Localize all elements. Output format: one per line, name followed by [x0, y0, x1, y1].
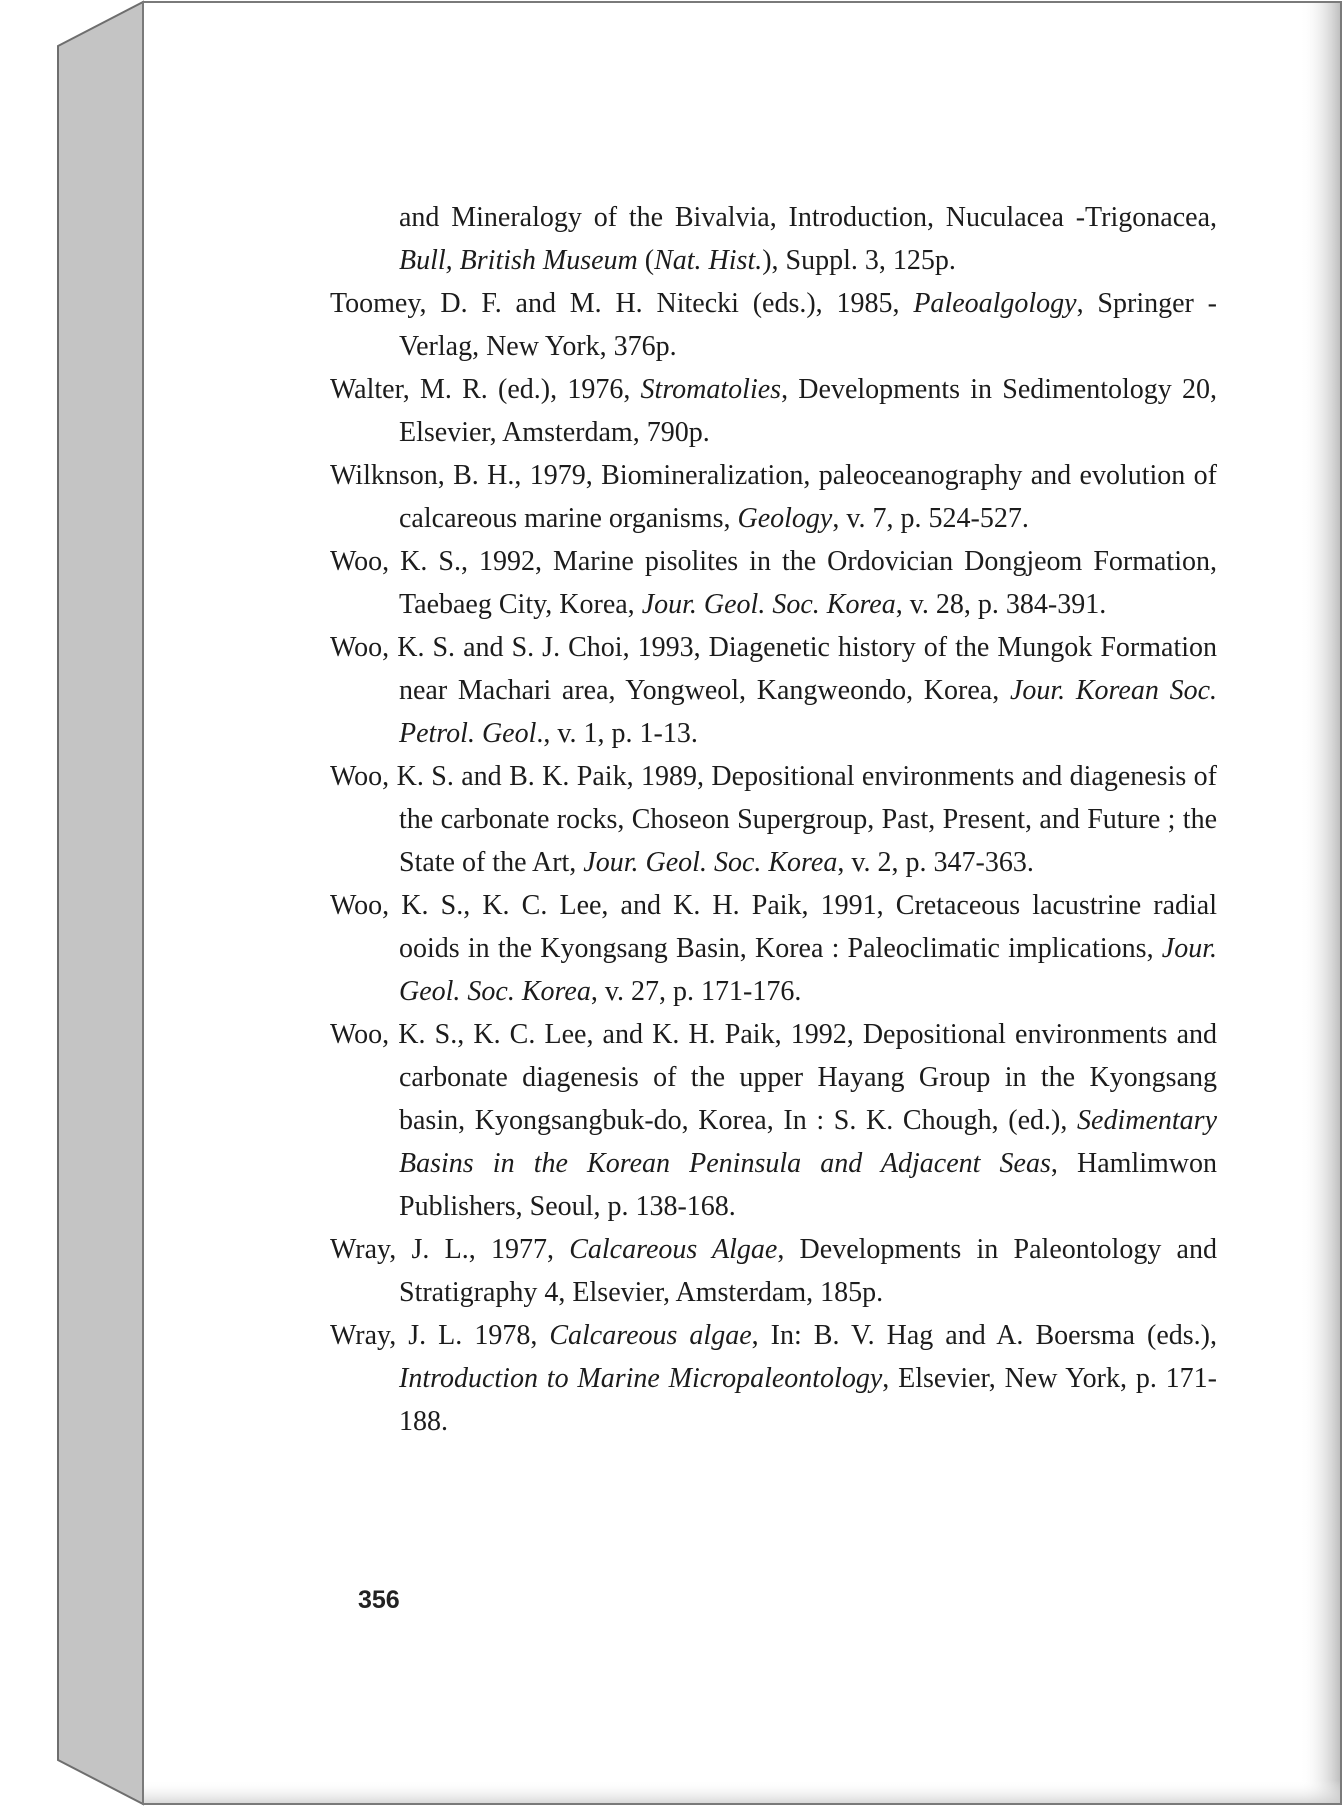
reference-text: , v. 7, p. 524-527.	[832, 503, 1029, 534]
reference-title-italic: Jour. Geol. Soc. Korea	[399, 933, 1217, 1007]
reference-title-italic: Calcareous Algae	[569, 1234, 778, 1265]
reference-text: Wray, J. L., 1977,	[330, 1234, 570, 1265]
reference-title-italic: Bull, British Museum	[399, 245, 638, 276]
page-right-shadow	[1300, 3, 1340, 1803]
reference-text: , Developments in Paleontology and Stratigraphy 4, Elsevier, Amsterdam, 185p.	[399, 1234, 1217, 1308]
reference-text: , Hamlimwon Publishers, Seoul, p. 138-168.	[399, 1148, 1217, 1222]
reference-text: , Elsevier, New York, p. 171-188.	[399, 1363, 1217, 1437]
reference-title-italic: Jour. Geol. Soc. Korea	[641, 589, 896, 620]
reference-title-italic: Calcareous algae	[549, 1320, 752, 1351]
page-number: 356	[358, 1586, 400, 1614]
reference-text: (	[637, 245, 655, 276]
reference-text: ., v. 1, p. 1-13.	[536, 718, 698, 749]
page-bottom-shadow	[144, 1780, 1340, 1803]
reference-text: Wray, J. L. 1978,	[330, 1320, 550, 1351]
reference-text: Wilknson, B. H., 1979, Biomineralization, paleoceanography and evolution of calcareous marine organisms,	[330, 460, 1217, 534]
reference-text: ), Suppl. 3, 125p.	[762, 245, 956, 276]
reference-title-italic: Introduction to Marine Micropaleontology	[399, 1363, 883, 1394]
reference-title-italic: Jour. Korean Soc. Petrol. Geol	[399, 675, 1217, 749]
reference-entry	[330, 755, 1217, 884]
reference-text: Woo, K. S. and B. K. Paik, 1989, Depositional environments and diagenesis of the carbonate rocks, Choseon Supergroup, Past, Present, and Future ; the State of the Art,	[330, 761, 1217, 878]
reference-text: Toomey, D. F. and M. H. Nitecki (eds.), 1985,	[330, 288, 914, 319]
reference-entry	[330, 884, 1217, 1013]
reference-text: , Developments in Sedimentology 20, Elsevier, Amsterdam, 790p.	[399, 374, 1218, 448]
reference-title-italic: Geology	[737, 503, 833, 534]
reference-text: , v. 27, p. 171-176.	[590, 976, 802, 1007]
reference-list	[330, 196, 1217, 1443]
reference-entry	[330, 454, 1217, 540]
reference-title-italic: Stromatolies	[640, 374, 782, 405]
reference-title-italic: Jour. Geol. Soc. Korea	[583, 847, 838, 878]
reference-entry-continued	[330, 196, 1217, 282]
reference-text: Woo, K. S., K. C. Lee, and K. H. Paik, 1992, Depositional environments and carbonate diagenesis of the upper Hayang Group in the Kyongsang basin, Kyongsangbuk-do, Korea, In : S. K. Chough, (ed.),	[330, 1019, 1217, 1136]
reference-title-italic: Sedimentary Basins in the Korean Peninsula and Adjacent Seas	[399, 1105, 1217, 1179]
reference-title-italic: Paleoalgology	[913, 288, 1077, 319]
reference-entry	[330, 282, 1217, 368]
reference-entry	[330, 1314, 1217, 1443]
reference-title-italic: Nat. Hist.	[654, 245, 763, 276]
reference-entry	[330, 1228, 1217, 1314]
reference-text: Woo, K. S., 1992, Marine pisolites in the Ordovician Dongjeom Formation, Taebaeg City, Korea,	[330, 546, 1217, 620]
reference-text: Woo, K. S. and S. J. Choi, 1993, Diagenetic history of the Mungok Formation near Machari area, Yongweol, Kangweondo, Korea,	[330, 632, 1217, 706]
book-spine	[58, 2, 143, 1804]
reference-entry	[330, 368, 1217, 454]
reference-text: Walter, M. R. (ed.), 1976,	[330, 374, 641, 405]
reference-entry	[330, 540, 1217, 626]
reference-entry	[330, 1013, 1217, 1228]
reference-text: and Mineralogy of the Bivalvia, Introduction, Nuculacea -Trigonacea,	[399, 202, 1217, 233]
reference-text: Woo, K. S., K. C. Lee, and K. H. Paik, 1991, Cretaceous lacustrine radial ooids in the Kyongsang Basin, Korea : Paleoclimatic implications,	[330, 890, 1217, 964]
reference-text: , In: B. V. Hag and A. Boersma (eds.),	[751, 1320, 1217, 1351]
reference-text: , Springer -Verlag, New York, 376p.	[399, 288, 1217, 362]
reference-text: , v. 28, p. 384-391.	[895, 589, 1107, 620]
reference-entry	[330, 626, 1217, 755]
reference-text: , v. 2, p. 347-363.	[837, 847, 1034, 878]
